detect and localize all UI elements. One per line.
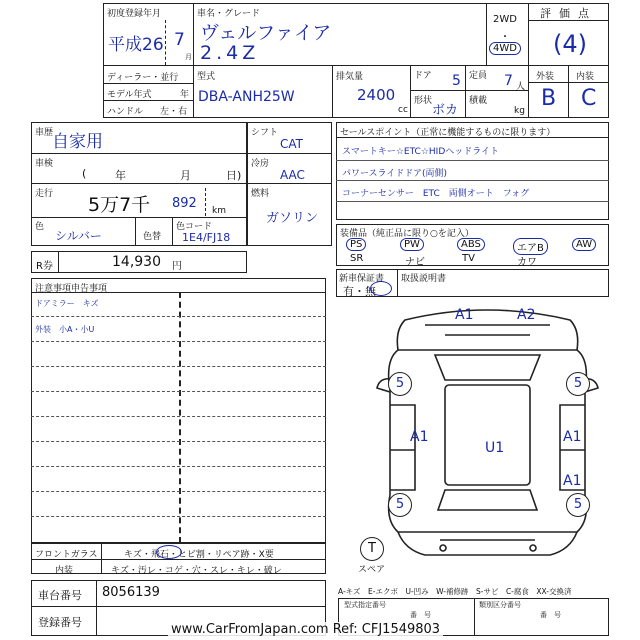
- damage-rear-right: A1: [563, 473, 582, 489]
- handle-options: 左・右: [160, 107, 188, 117]
- divider: [31, 153, 247, 154]
- divider: [172, 217, 173, 246]
- divider: [336, 137, 609, 138]
- interior-grade: C: [581, 86, 597, 111]
- damage-side-left: A1: [410, 429, 429, 445]
- divider: [103, 83, 193, 84]
- equip-leather: カワ: [517, 257, 537, 268]
- interior-row-label: 内装: [55, 566, 74, 576]
- drive-2wd: 2WD: [493, 14, 517, 25]
- divider: [247, 153, 332, 154]
- inspection-label: 車検: [35, 159, 54, 169]
- watermark-text: www.CarFromJapan.com Ref: CFJ1549803: [168, 622, 443, 637]
- score-value: (4): [553, 30, 587, 58]
- drive-4wd: 4WD: [489, 42, 521, 55]
- handle-label: ハンドル: [107, 107, 144, 117]
- inspection-paren: (: [82, 167, 87, 180]
- first-reg-era: 平成26: [108, 35, 164, 55]
- divider: [247, 183, 332, 184]
- mileage-main: 5万7千: [88, 194, 151, 216]
- displacement-value: 2400: [357, 86, 396, 104]
- km-unit: km: [212, 206, 226, 216]
- equip-abs: ABS: [457, 238, 485, 251]
- grade-value: 2.4Z: [200, 42, 260, 64]
- chassis-value: 8056139: [102, 585, 160, 600]
- cc-unit: cc: [398, 105, 408, 115]
- color-code-value: 1E4/FJ18: [182, 231, 231, 244]
- sales-point-line: スマートキー☆ETC☆HIDヘッドライト: [342, 147, 499, 157]
- divider: [336, 201, 609, 202]
- aircon-label: 冷房: [251, 159, 270, 169]
- usage-label: 車歴: [35, 128, 54, 138]
- divider: [474, 598, 475, 636]
- capacity-label: 定員: [469, 71, 488, 81]
- damage-front-right: A2: [517, 307, 536, 323]
- manual-label: 取扱説明書: [401, 274, 447, 284]
- divider: [31, 416, 326, 417]
- divider: [103, 100, 193, 101]
- divider: [165, 20, 166, 65]
- capacity-value: 7: [504, 73, 513, 89]
- type-label: 型式: [197, 72, 216, 82]
- spare-tire-icon: T: [360, 537, 384, 561]
- divider: [31, 491, 326, 492]
- mileage-label: 走行: [35, 189, 54, 199]
- shift-label: シフト: [251, 128, 279, 138]
- car-name-value: ヴェルファイア: [200, 22, 332, 44]
- divider: [31, 391, 326, 392]
- note-line: 外装 小A・小U: [35, 325, 95, 334]
- divider: [135, 217, 136, 246]
- divider: [31, 466, 326, 467]
- windshield-mark-circle: [156, 545, 182, 559]
- doors-label: ドア: [414, 71, 432, 81]
- aircon-value: AAC: [280, 168, 305, 182]
- divider: [410, 90, 528, 91]
- class-sub: 番 号: [540, 611, 561, 619]
- sales-points-title: セールスポイント（正常に機能するものに限ります）: [340, 128, 556, 138]
- color-swap-label: 色替: [143, 232, 162, 242]
- dealer-label: ディーラー・並行: [107, 73, 179, 83]
- notes-title: 注意事項申告事項: [35, 284, 108, 294]
- equip-tv: TV: [462, 253, 475, 264]
- wheel-rear-left: 5: [388, 493, 412, 517]
- windshield-options: キズ・飛石・ヒビ割・リペア跡・X要: [124, 550, 274, 560]
- score-label: 評価点: [540, 7, 597, 20]
- divider: [205, 188, 206, 216]
- equip-sr: SR: [350, 253, 364, 264]
- payload-label: 積載: [469, 96, 488, 106]
- divider: [179, 292, 181, 543]
- divider: [31, 183, 247, 184]
- color-label: 色: [35, 222, 45, 232]
- first-reg-month: 7: [174, 30, 185, 50]
- divider: [486, 3, 487, 65]
- color-value: シルバー: [55, 229, 102, 243]
- divider: [31, 316, 326, 317]
- first-reg-label: 初度登録年月: [107, 9, 162, 19]
- divider: [31, 516, 326, 517]
- equipment-title: 装備品（純正品に限り○を記入）: [340, 229, 474, 239]
- divider: [332, 65, 333, 118]
- damage-side-right: A1: [563, 429, 582, 445]
- inspection-year: 年: [115, 169, 126, 182]
- fuel-value: ガソリン: [266, 211, 319, 226]
- shape-label: 形状: [414, 96, 433, 106]
- reg-label: 登録番号: [38, 616, 82, 629]
- equip-airbag: エアB: [513, 238, 548, 255]
- equip-navi: ナビ: [405, 257, 425, 268]
- equip-aw: AW: [572, 238, 596, 251]
- chassis-label: 車台番号: [38, 589, 82, 602]
- divider: [31, 606, 326, 607]
- recycle-label: R券: [36, 261, 53, 272]
- note-line: ドアミラー キズ: [35, 299, 99, 308]
- equip-ps: PS: [346, 238, 366, 251]
- wheel-front-right: 5: [566, 372, 590, 396]
- divider: [465, 65, 466, 118]
- mileage-detail: 892: [172, 196, 197, 211]
- capacity-unit: 人: [516, 82, 526, 92]
- shift-value: CAT: [280, 137, 303, 151]
- car-name-label: 車名・グレード: [197, 9, 261, 19]
- warranty-mark-circle: [370, 281, 392, 296]
- displacement-label: 排気量: [336, 72, 364, 82]
- divider: [193, 3, 194, 65]
- divider: [31, 441, 326, 442]
- damage-legend: A-キズ E-エクボ U-凹み W-補修跡 S-サビ C-腐食 XX-交換済: [338, 587, 572, 596]
- wheel-front-left: 5: [388, 372, 412, 396]
- model-year-label: モデル年式: [107, 90, 152, 100]
- divider: [336, 180, 609, 181]
- interior-label: 内装: [576, 72, 595, 82]
- damage-roof: U1: [485, 440, 505, 456]
- divider: [31, 217, 247, 218]
- month-unit: 月: [185, 53, 192, 61]
- divider: [96, 580, 97, 636]
- divider: [397, 269, 398, 297]
- exterior-label: 外装: [536, 72, 555, 82]
- class-label: 類別区分番号: [479, 601, 521, 609]
- exterior-grade: B: [541, 86, 557, 111]
- wheel-rear-right: 5: [566, 493, 590, 517]
- divider: [31, 366, 326, 367]
- year-unit: 年: [180, 90, 190, 100]
- inspection-day: 日): [226, 169, 242, 182]
- damage-front-left: A1: [455, 307, 474, 323]
- color-code-label: 色コード: [176, 222, 213, 232]
- divider: [193, 65, 194, 118]
- type-value: DBA-ANH25W: [198, 89, 295, 105]
- equip-pw: PW: [400, 238, 424, 251]
- shape-value: ボカ: [432, 103, 459, 118]
- divider: [336, 160, 609, 161]
- warranty-label: 新車保証書: [339, 274, 385, 284]
- inspection-month: 月: [180, 169, 191, 182]
- divider: [528, 20, 609, 21]
- divider: [58, 251, 59, 273]
- divider: [568, 65, 569, 118]
- origin-sub: 番 号: [410, 611, 431, 619]
- divider: [101, 543, 102, 574]
- recycle-amount: 14,930: [112, 254, 161, 270]
- usage-value: 自家用: [52, 132, 103, 152]
- drive-dot: ・: [500, 32, 510, 43]
- yen-unit: 円: [172, 261, 182, 272]
- kg-unit: kg: [514, 106, 525, 116]
- warranty-value: 有・無: [343, 285, 376, 298]
- windshield-label: フロントガラス: [35, 550, 98, 560]
- interior-options: キズ・汚レ・コゲ・穴・スレ・キレ・破レ: [111, 566, 282, 576]
- divider: [410, 65, 411, 118]
- sales-point-line: パワースライドドア(両側): [342, 169, 448, 179]
- spare-label: スペア: [358, 565, 386, 575]
- origin-label: 型式指定番号: [344, 601, 386, 609]
- fuel-label: 燃料: [251, 189, 270, 199]
- divider: [31, 341, 326, 342]
- doors-value: 5: [452, 73, 461, 89]
- sales-point-line: コーナーセンサー ETC 両側オート フォグ: [342, 189, 530, 199]
- divider: [103, 65, 609, 66]
